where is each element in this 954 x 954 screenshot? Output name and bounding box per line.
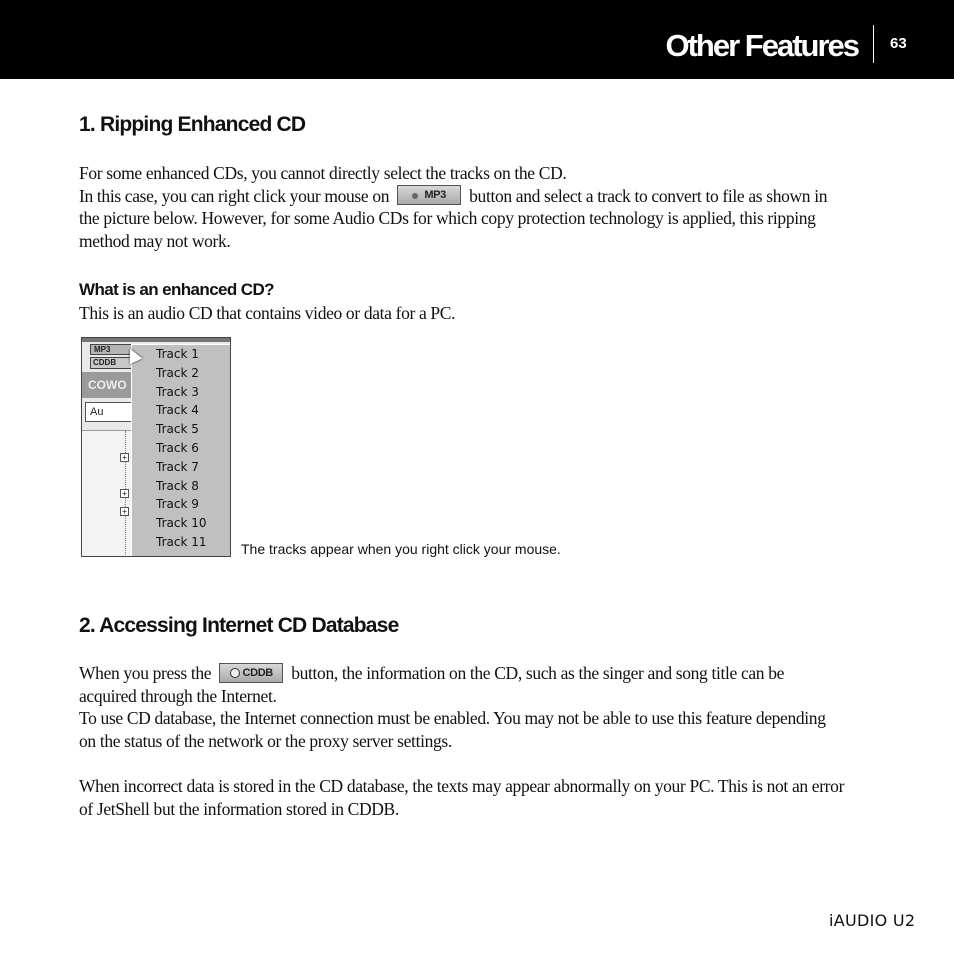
screenshot-audio-field: Au xyxy=(85,402,145,422)
screenshot-tree-panel xyxy=(82,430,132,557)
cd-icon xyxy=(230,668,240,678)
menu-item-track: Track 8 xyxy=(156,478,199,493)
subheading-enhanced-cd: What is an enhanced CD? xyxy=(79,280,274,299)
screenshot-caption: The tracks appear when you right click your mouse. xyxy=(241,541,561,557)
menu-item-track: Track 3 xyxy=(156,384,199,399)
page-number: 63 xyxy=(890,35,907,52)
text-span: In this case, you can right click your mouse on xyxy=(79,185,390,206)
text-line xyxy=(79,662,879,685)
text-span: When you press the xyxy=(79,663,212,683)
expand-icon: + xyxy=(120,489,129,498)
text-line: the picture below. However, for some Audio CDs for which copy protection technology is applied, this ripping xyxy=(79,208,816,229)
cddb-error-paragraph xyxy=(79,775,879,820)
menu-item-track: Track 6 xyxy=(156,440,199,455)
cddb-button-label: CDDB xyxy=(242,666,273,679)
text-line: method may not work. xyxy=(79,230,231,251)
menu-item-track: Track 7 xyxy=(156,459,199,474)
menu-item-track: Track 4 xyxy=(156,403,199,418)
text-line: For some enhanced CDs, you cannot directly select the tracks on the CD. xyxy=(79,163,567,183)
cddb-paragraph xyxy=(79,662,879,752)
section-heading-cddb: 2. Accessing Internet CD Database xyxy=(79,614,399,637)
enhanced-cd-definition: This is an audio CD that contains video or data for a PC. xyxy=(79,303,456,323)
text-line: acquired through the Internet. xyxy=(79,685,277,706)
text-line xyxy=(79,185,879,208)
screenshot-cddb-button: CDDB xyxy=(90,357,136,369)
cddb-button xyxy=(219,663,283,683)
page-title: Other Features xyxy=(665,28,858,63)
menu-item-track: Track 11 xyxy=(156,534,207,549)
text-span: button, the information on the CD, such as the singer and song title can be xyxy=(291,663,785,683)
text-line: When incorrect data is stored in the CD database, the texts may appear abnormally on your PC. This is not an error xyxy=(79,776,845,796)
expand-icon: + xyxy=(120,453,129,462)
page-header xyxy=(0,0,954,79)
text-line: of JetShell but the information stored in CDDB. xyxy=(79,798,399,819)
track-context-menu xyxy=(131,344,231,556)
screenshot-brand-logo: COWO xyxy=(82,372,142,398)
text-span: button and select a track to convert to file as shown in xyxy=(469,185,828,206)
menu-item-track: Track 5 xyxy=(156,422,199,437)
ripping-paragraph xyxy=(79,162,879,252)
mp3-button-label: MP3 xyxy=(424,189,446,202)
track-menu-screenshot xyxy=(81,337,231,557)
menu-item-track: Track 2 xyxy=(156,365,199,380)
expand-icon: + xyxy=(120,507,129,516)
text-line: on the status of the network or the proxy server settings. xyxy=(79,730,452,751)
menu-item-track: Track 9 xyxy=(156,497,199,512)
header-divider xyxy=(873,25,874,63)
menu-item-track: Track 10 xyxy=(156,516,207,531)
text-line: To use CD database, the Internet connection must be enabled. You may not be able to use this feature depending xyxy=(79,708,826,729)
screenshot-titlebar xyxy=(82,338,231,342)
menu-item-track: Track 1 xyxy=(156,347,199,361)
footer-product-name: iAUDIO U2 xyxy=(829,911,916,930)
mp3-button xyxy=(397,185,461,205)
section-heading-ripping: 1. Ripping Enhanced CD xyxy=(79,113,306,136)
dot-icon xyxy=(412,193,418,199)
screenshot-mp3-button: MP3 xyxy=(90,344,136,355)
